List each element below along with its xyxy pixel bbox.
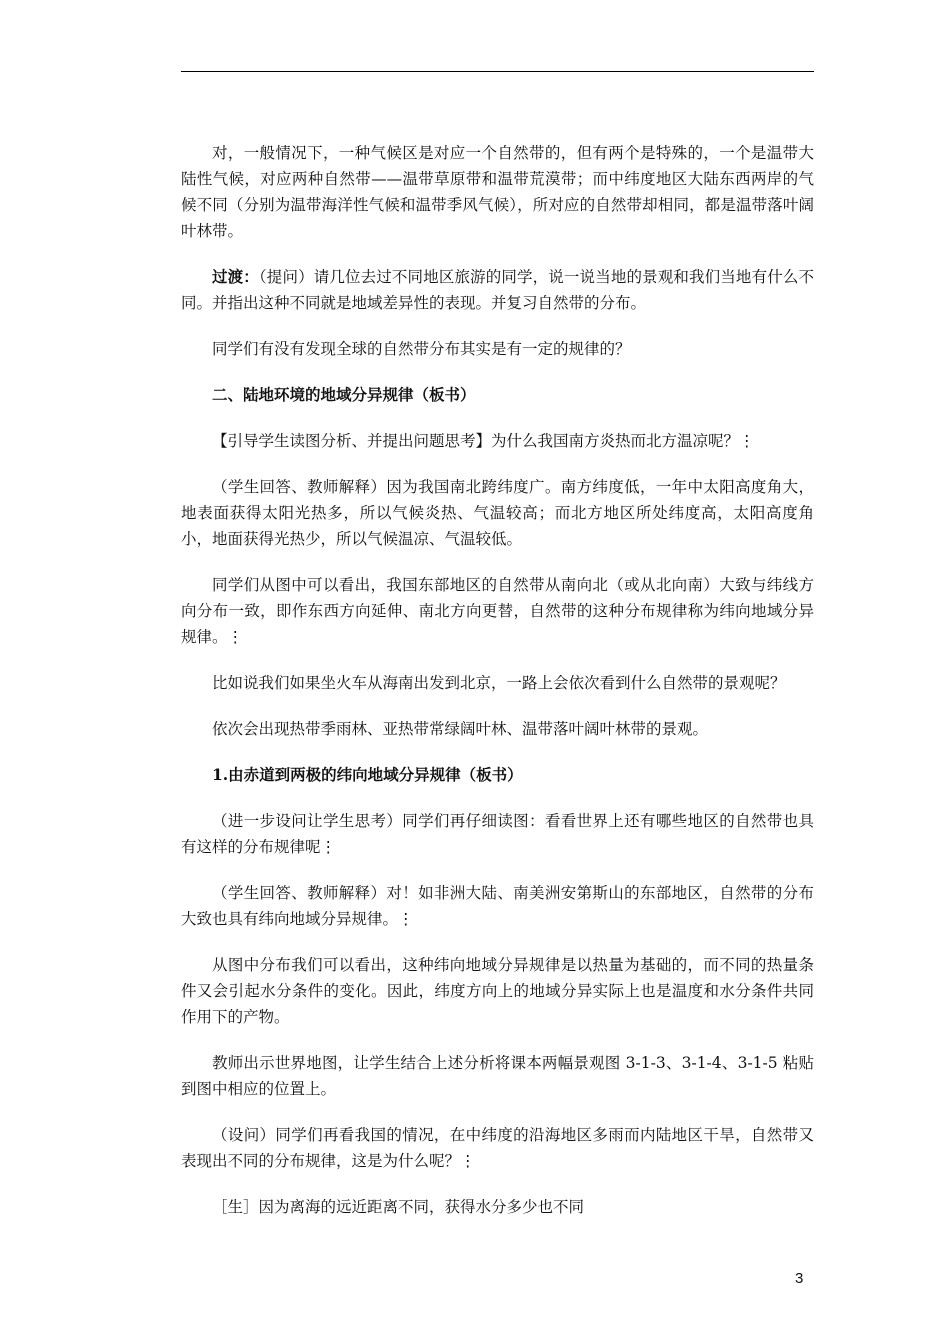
paragraph-1: 对，一般情况下，一种气候区是对应一个自然带的，但有两个是特殊的，一个是温带大陆性气候，对应两种自然带——温带草原带和温带荒漠带；而中纬度地区大陆东西两岸的气候不同（分别为温带海洋性气候和温带季风气候），所对应的自然带却相同，都是温带落叶阔叶林带。 bbox=[181, 144, 814, 240]
section-heading-2: 二、陆地环境的地域分异规律（板书） bbox=[212, 385, 476, 404]
paragraph-7: 同学们从图中可以看出，我国东部地区的自然带从南向北（或从北向南）大致与纬线方向分布一致，即作东西方向延伸、南北方向更替，自然带的这种分布规律称为纬向地域分异规律。⋮ bbox=[181, 576, 814, 646]
paragraph-2 bbox=[181, 264, 814, 316]
paragraph-2-text: （提问）请几位去过不同地区旅游的同学，说一说当地的景观和我们当地有什么不同。并指出这种不同就是地域差异性的表现。并复习自然带的分布。 bbox=[181, 268, 814, 312]
paragraph-12: （学生回答、教师解释）对！如非洲大陆、南美洲安第斯山的东部地区，自然带的分布大致也具有纬向地域分异规律。⋮ bbox=[181, 884, 814, 928]
paragraph-2-lead: 过渡： bbox=[212, 267, 259, 286]
paragraph-15: （设问）同学们再看我国的情况，在中纬度的沿海地区多雨而内陆地区干旱，自然带又表现出不同的分布规律，这是为什么呢？⋮ bbox=[181, 1126, 814, 1170]
page-number: 3 bbox=[795, 1270, 804, 1287]
paragraph-6: （学生回答、教师解释）因为我国南北跨纬度广。南方纬度低，一年中太阳高度角大，地表面获得太阳光热多，所以气候炎热、气温较高；而北方地区所处纬度高，太阳高度角小，地面获得光热少，所以气候温凉、气温较低。 bbox=[181, 478, 814, 548]
paragraph-11: （进一步设问让学生思考）同学们再仔细读图：看看世界上还有哪些地区的自然带也具有这样的分布规律呢⋮ bbox=[181, 812, 814, 856]
paragraph-14: 教师出示世界地图，让学生结合上述分析将课本两幅景观图 3-1-3、3-1-4、3-1-5 粘贴到图中相应的位置上。 bbox=[181, 1054, 814, 1098]
document-body bbox=[181, 140, 814, 1220]
section-heading-1: 1.由赤道到两极的纬向地域分异规律（板书） bbox=[212, 765, 523, 784]
paragraph-9: 依次会出现热带季雨林、亚热带常绿阔叶林、温带落叶阔叶林带的景观。 bbox=[212, 720, 709, 738]
paragraph-13: 从图中分布我们可以看出，这种纬向地域分异规律是以热量为基础的，而不同的热量条件又会引起水分条件的变化。因此，纬度方向上的地域分异实际上也是温度和水分条件共同作用下的产物。 bbox=[181, 956, 814, 1026]
paragraph-5: 【引导学生读图分析、并提出问题思考】为什么我国南方炎热而北方温凉呢？⋮ bbox=[212, 432, 755, 450]
header-rule bbox=[181, 71, 814, 72]
paragraph-8: 比如说我们如果坐火车从海南出发到北京，一路上会依次看到什么自然带的景观呢？ bbox=[212, 674, 786, 692]
paragraph-3: 同学们有没有发现全球的自然带分布其实是有一定的规律的？ bbox=[212, 340, 631, 358]
paragraph-16: ［生］因为离海的远近距离不同，获得水分多少也不同 bbox=[212, 1198, 585, 1216]
